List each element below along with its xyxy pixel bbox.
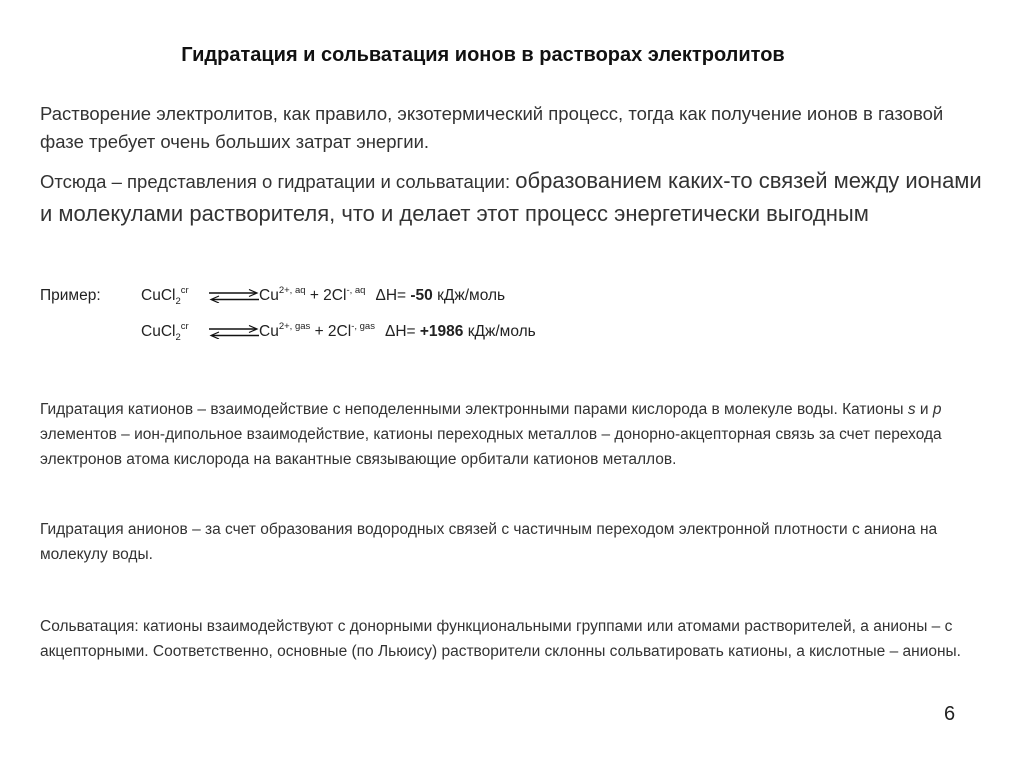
reaction-aqueous [141, 285, 505, 307]
products: $Cu^{2+, aq} + 2Cl^{-, aq}$ [259, 285, 366, 304]
example-label: Пример: [40, 287, 101, 304]
reaction-gas [141, 321, 536, 343]
reactant: CuCl$_2^{cr}$ [141, 285, 189, 307]
consequence-paragraph [40, 166, 1000, 232]
equilibrium-arrows-icon [209, 289, 259, 303]
slide-title: Гидратация и сольватация ионов в растворах электролитов [181, 44, 785, 66]
enthalpy: ΔH= -50 кДж/моль [375, 287, 506, 304]
cation-hydration-paragraph: Гидратация катионов – взаимодействие с неподеленными электронными парами кислорода в молекуле воды. Катионы s и p элементов – ион-дипольное взаимодействие, катионы переходных металлов – донорно-акцепторная связь за счет перехода электронов атома кислорода на вакантные связывающие орбитали катионов металлов. [40, 401, 942, 468]
reactant: CuCl$_2^{cr}$ [141, 321, 189, 343]
solvation-paragraph: Сольватация: катионы взаимодействуют с донорными функциональными группами или атомами растворителей, а анионы – с акцепторными. Соответственно, основные (по Льюису) растворители склонны сольватировать катионы, а кислотные – анионы. [40, 618, 961, 660]
consequence-main: образованием каких-то связей между ионами и молекулами растворителя, что и делает этот процесс энергетически выгодным [40, 168, 982, 226]
products: $Cu^{2+, gas} + 2Cl^{-, gas}$ [259, 321, 375, 340]
equilibrium-arrows-icon [209, 325, 259, 339]
enthalpy: ΔH= +1986 кДж/моль [384, 323, 536, 340]
anion-hydration-paragraph: Гидратация анионов – за счет образования водородных связей с частичным переходом электронной плотности с аниона на молекулу воды. [40, 521, 938, 563]
consequence-prefix: Отсюда – представления о гидратации и сольватации: [40, 171, 516, 192]
intro-paragraph: Растворение электролитов, как правило, экзотермический процесс, тогда как получение ионов в газовой фазе требует очень больших затрат энергии. [40, 103, 944, 152]
page-number: 6 [944, 703, 956, 725]
